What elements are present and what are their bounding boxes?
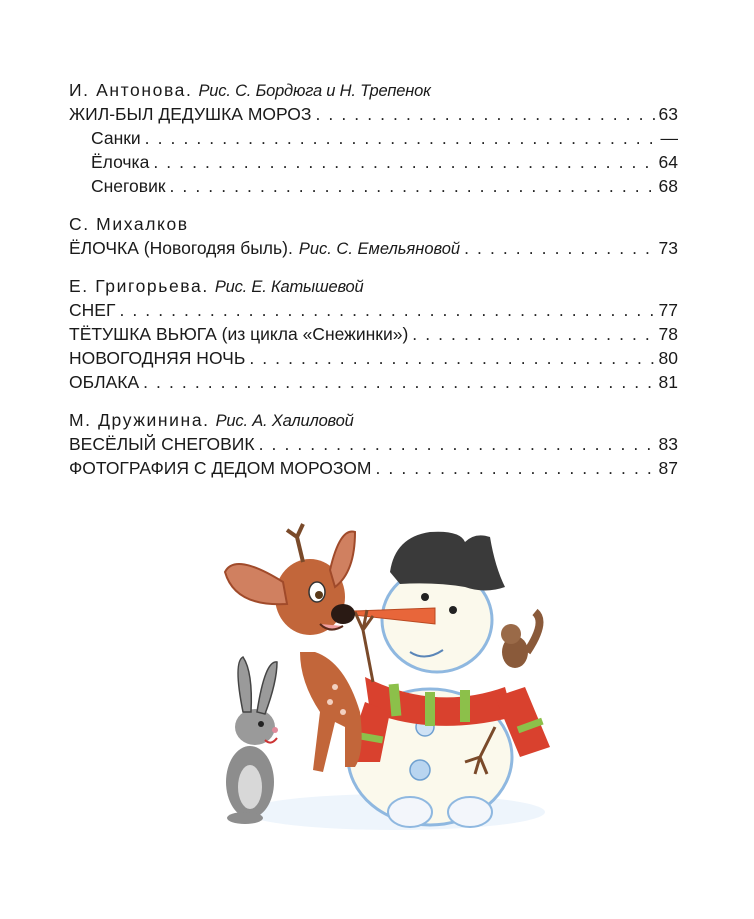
- toc-section-antonova: [69, 78, 678, 198]
- entry-page: 83: [658, 434, 678, 454]
- leader-dots: [464, 236, 656, 260]
- leader-dots: [145, 126, 656, 150]
- entry-title: НОВОГОДНЯЯ НОЧЬ: [69, 348, 246, 368]
- entry-title: ОБЛАКА: [69, 372, 140, 392]
- entry-title: СНЕГ: [69, 300, 116, 320]
- author-line: [69, 212, 678, 236]
- entry-page: 80: [658, 348, 678, 368]
- snowman-scene-icon: [195, 512, 565, 872]
- author-line: [69, 274, 678, 298]
- author-name: И. Антонова.: [69, 80, 193, 100]
- toc-subentry[interactable]: [69, 174, 678, 198]
- entry-title: ЖИЛ-БЫЛ ДЕДУШКА МОРОЗ: [69, 104, 312, 124]
- entry-page: 81: [658, 372, 678, 392]
- illustrator-credit: Рис. С. Емельяновой: [298, 240, 461, 258]
- illustrator-credit: Рис. С. Бордюга и Н. Трепенок: [198, 82, 431, 100]
- toc-entry[interactable]: [69, 298, 678, 322]
- entry-page: 68: [658, 176, 678, 196]
- author-name: Е. Григорьева.: [69, 276, 209, 296]
- entry-title: Снеговик: [91, 176, 166, 196]
- toc-entry[interactable]: [69, 102, 678, 126]
- entry-page: 64: [658, 152, 678, 172]
- entry-page: 87: [658, 458, 678, 478]
- toc-subentry[interactable]: [69, 126, 678, 150]
- leader-dots: [375, 456, 656, 480]
- leader-dots: [143, 370, 656, 394]
- table-of-contents: [69, 78, 678, 494]
- leader-dots: [412, 322, 656, 346]
- toc-entry[interactable]: [69, 432, 678, 456]
- entry-page: 78: [658, 324, 678, 344]
- toc-entry[interactable]: [69, 346, 678, 370]
- toc-entry[interactable]: [69, 456, 678, 480]
- entry-page: 63: [658, 104, 678, 124]
- leader-dots: [119, 298, 656, 322]
- entry-title: [69, 236, 460, 261]
- toc-entry[interactable]: [69, 370, 678, 394]
- leader-dots: [170, 174, 657, 198]
- toc-section-mikhalkov: [69, 212, 678, 260]
- leader-dots: [316, 102, 657, 126]
- entry-title: ТЁТУШКА ВЬЮГА (из цикла «Снежинки»): [69, 324, 409, 344]
- toc-section-druzhinina: [69, 408, 678, 480]
- toc-subentry[interactable]: [69, 150, 678, 174]
- author-name: С. Михалков: [69, 214, 189, 234]
- leader-dots: [153, 150, 656, 174]
- entry-title: ВЕСЁЛЫЙ СНЕГОВИК: [69, 434, 255, 454]
- winter-illustration: [195, 512, 565, 872]
- illustrator-credit: Рис. Е. Катышевой: [214, 278, 364, 296]
- entry-page: 77: [658, 300, 678, 320]
- entry-title: ФОТОГРАФИЯ С ДЕДОМ МОРОЗОМ: [69, 458, 372, 478]
- leader-dots: [249, 346, 656, 370]
- entry-title: Ёлочка: [91, 152, 150, 172]
- author-name: М. Дружинина.: [69, 410, 210, 430]
- leader-dots: [259, 432, 656, 456]
- entry-title-text: ЁЛОЧКА (Новогодяя быль).: [69, 238, 293, 258]
- illustrator-credit: Рис. А. Халиловой: [215, 412, 354, 430]
- toc-entry[interactable]: [69, 322, 678, 346]
- entry-title: Санки: [91, 128, 141, 148]
- entry-page: 73: [658, 238, 678, 258]
- toc-entry[interactable]: [69, 236, 678, 260]
- author-line: [69, 408, 678, 432]
- toc-section-grigorieva: [69, 274, 678, 394]
- author-line: [69, 78, 678, 102]
- entry-page: —: [660, 128, 678, 148]
